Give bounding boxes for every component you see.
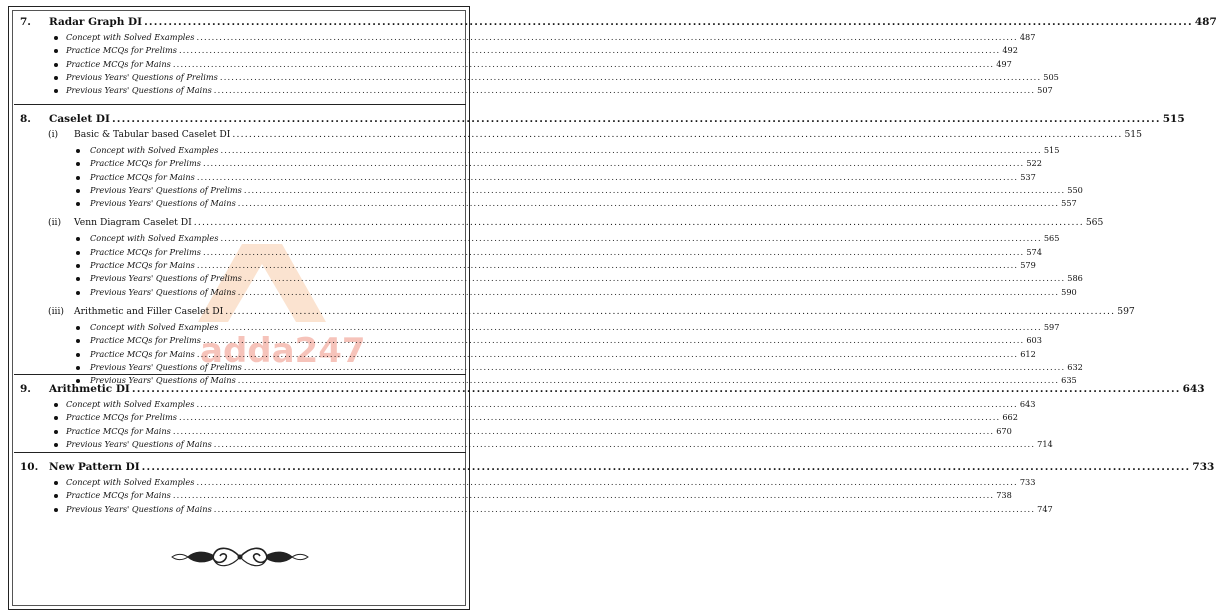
entry-page-number: 557 bbox=[1061, 198, 1077, 209]
entry-page-number: 662 bbox=[1002, 412, 1018, 423]
subsection-title: Venn Diagram Caselet DI bbox=[74, 217, 192, 229]
dot-leader bbox=[197, 260, 1018, 270]
toc-entry[interactable] bbox=[0, 503, 1053, 517]
toc-entry-line bbox=[66, 85, 1053, 96]
dot-leader bbox=[173, 426, 994, 436]
toc-entry-line bbox=[66, 32, 1036, 42]
entry-page-number: 670 bbox=[996, 425, 1012, 436]
toc-entry[interactable] bbox=[0, 32, 1036, 45]
entry-label: Previous Years' Questions of Mains bbox=[90, 198, 236, 209]
section-heading[interactable] bbox=[0, 16, 1217, 32]
entry-page-number: 714 bbox=[1037, 438, 1053, 449]
toc-entry-line bbox=[90, 145, 1060, 155]
dot-leader bbox=[197, 349, 1018, 359]
dot-leader bbox=[238, 287, 1059, 297]
entry-page-number: 550 bbox=[1067, 184, 1083, 195]
subsection-page-number: 565 bbox=[1085, 217, 1104, 229]
dot-leader bbox=[142, 461, 1191, 473]
bullet-icon bbox=[76, 291, 80, 295]
subsection-numeral: (ii) bbox=[48, 217, 62, 229]
entry-page-number: 632 bbox=[1067, 361, 1083, 372]
toc-entry-line bbox=[90, 348, 1036, 359]
entry-page-number: 747 bbox=[1037, 503, 1053, 514]
toc-entry-line bbox=[66, 490, 1012, 501]
section-page-number: 733 bbox=[1192, 461, 1215, 473]
section-divider bbox=[14, 374, 466, 375]
entry-page-number: 505 bbox=[1043, 71, 1059, 82]
entry-page-number: 537 bbox=[1020, 171, 1036, 182]
bullet-icon bbox=[54, 416, 58, 420]
entry-page-number: 522 bbox=[1026, 158, 1042, 169]
subsection-heading[interactable] bbox=[0, 217, 1104, 233]
dot-leader bbox=[203, 247, 1024, 257]
bullet-icon bbox=[76, 237, 80, 241]
section-heading[interactable] bbox=[0, 461, 1215, 477]
bullet-icon bbox=[76, 353, 80, 357]
bullet-icon bbox=[54, 403, 58, 407]
entry-page-number: 507 bbox=[1037, 85, 1053, 96]
dot-leader bbox=[173, 490, 994, 500]
dot-leader bbox=[196, 399, 1017, 409]
section-heading[interactable] bbox=[0, 383, 1205, 399]
toc-entry[interactable] bbox=[0, 246, 1042, 260]
subsection-heading[interactable] bbox=[0, 305, 1135, 322]
subsection-title: Arithmetic and Filler Caselet DI bbox=[74, 305, 224, 317]
toc-entry-line bbox=[66, 58, 1012, 69]
entry-page-number: 515 bbox=[1043, 145, 1060, 155]
dot-leader bbox=[225, 306, 1115, 317]
toc-entry[interactable] bbox=[0, 490, 1012, 503]
entry-page-number: 597 bbox=[1043, 321, 1060, 332]
bullet-icon bbox=[54, 76, 58, 80]
toc-entry-line bbox=[90, 184, 1083, 195]
toc-entry-line bbox=[90, 273, 1083, 284]
bullet-icon bbox=[76, 339, 80, 343]
bullet-icon bbox=[54, 89, 58, 93]
entry-page-number: 612 bbox=[1020, 348, 1036, 359]
toc-entry[interactable] bbox=[0, 45, 1018, 58]
subsection-numeral: (iii) bbox=[48, 305, 64, 317]
bullet-icon bbox=[54, 508, 58, 512]
subsection-title: Basic & Tabular based Caselet DI bbox=[74, 129, 231, 140]
dot-leader bbox=[232, 129, 1122, 140]
section-divider bbox=[14, 104, 466, 105]
bullet-icon bbox=[54, 430, 58, 434]
toc-entry-line bbox=[66, 45, 1018, 56]
entry-label: Concept with Solved Examples bbox=[66, 477, 195, 487]
entry-label: Practice MCQs for Mains bbox=[66, 490, 171, 501]
section-title-line bbox=[49, 383, 1205, 395]
section-title: New Pattern DI bbox=[49, 461, 140, 473]
entry-label: Practice MCQs for Prelims bbox=[90, 335, 201, 346]
entry-label: Practice MCQs for Mains bbox=[66, 58, 171, 69]
bullet-icon bbox=[76, 189, 80, 193]
toc-entry[interactable] bbox=[0, 85, 1053, 98]
entry-label: Concept with Solved Examples bbox=[66, 32, 195, 42]
section-number: 9. bbox=[20, 383, 31, 395]
entry-page-number: 738 bbox=[996, 490, 1012, 501]
section-number: 8. bbox=[20, 113, 31, 125]
dot-leader bbox=[214, 439, 1035, 449]
subsection-page-number: 515 bbox=[1124, 129, 1142, 140]
bullet-icon bbox=[76, 202, 80, 206]
entry-page-number: 643 bbox=[1019, 399, 1036, 409]
toc-entry[interactable] bbox=[0, 145, 1060, 158]
toc-entry-line bbox=[66, 477, 1036, 487]
bullet-icon bbox=[54, 494, 58, 498]
entry-label: Practice MCQs for Prelims bbox=[66, 45, 177, 56]
dot-leader bbox=[179, 45, 1000, 55]
dot-leader bbox=[196, 32, 1017, 42]
dot-leader bbox=[203, 335, 1024, 345]
toc-entry-line bbox=[66, 425, 1012, 436]
dot-leader bbox=[112, 113, 1161, 125]
entry-label: Practice MCQs for Prelims bbox=[90, 246, 201, 257]
section-title: Arithmetic DI bbox=[49, 383, 130, 395]
decorative-ornament bbox=[170, 544, 310, 570]
bullet-icon bbox=[54, 36, 58, 40]
entry-label: Previous Years' Questions of Mains bbox=[66, 85, 212, 96]
entry-label: Practice MCQs for Prelims bbox=[66, 412, 177, 423]
subsection-title-line bbox=[48, 217, 1104, 229]
entry-page-number: 487 bbox=[1019, 32, 1036, 42]
dot-leader bbox=[220, 145, 1041, 155]
toc-entry[interactable] bbox=[0, 71, 1059, 85]
entry-label: Concept with Solved Examples bbox=[90, 321, 219, 332]
entry-label: Practice MCQs for Mains bbox=[66, 425, 171, 436]
section-heading[interactable] bbox=[0, 113, 1185, 129]
toc-entry-line bbox=[90, 158, 1042, 169]
entry-page-number: 565 bbox=[1043, 233, 1060, 244]
entry-page-number: 590 bbox=[1061, 286, 1077, 297]
dot-leader bbox=[173, 59, 994, 69]
toc-entry[interactable] bbox=[0, 198, 1077, 211]
entry-label: Previous Years' Questions of Prelims bbox=[90, 273, 242, 284]
toc-entry-line bbox=[90, 286, 1077, 297]
dot-leader bbox=[214, 504, 1035, 514]
dot-leader bbox=[244, 273, 1065, 283]
toc-entry-line bbox=[66, 412, 1018, 423]
toc-entry-line bbox=[66, 503, 1053, 514]
entry-label: Practice MCQs for Mains bbox=[90, 260, 195, 271]
toc-entry[interactable] bbox=[0, 438, 1053, 452]
entry-label: Previous Years' Questions of Mains bbox=[90, 375, 236, 386]
toc-entry-line bbox=[90, 335, 1042, 346]
bullet-icon bbox=[76, 264, 80, 268]
toc-entry[interactable] bbox=[0, 477, 1036, 490]
bullet-icon bbox=[54, 481, 58, 485]
entry-page-number: 635 bbox=[1061, 375, 1077, 386]
toc-entry-line bbox=[90, 198, 1077, 209]
bullet-icon bbox=[54, 63, 58, 67]
toc-entry-line bbox=[90, 260, 1036, 271]
dot-leader bbox=[220, 72, 1041, 82]
toc-section bbox=[0, 16, 1217, 98]
entry-label: Previous Years' Questions of Mains bbox=[90, 286, 236, 297]
dot-leader bbox=[196, 477, 1017, 487]
dot-leader bbox=[238, 198, 1059, 208]
entry-label: Previous Years' Questions of Mains bbox=[66, 438, 212, 449]
dot-leader bbox=[244, 185, 1065, 195]
entry-label: Previous Years' Questions of Prelims bbox=[90, 361, 242, 372]
dot-leader bbox=[132, 383, 1181, 395]
section-page-number: 487 bbox=[1194, 16, 1217, 28]
section-title: Radar Graph DI bbox=[49, 16, 143, 28]
toc-entry[interactable] bbox=[0, 158, 1042, 171]
section-page-number: 515 bbox=[1162, 113, 1185, 125]
entry-page-number: 497 bbox=[996, 58, 1012, 69]
entry-page-number: 574 bbox=[1026, 246, 1042, 257]
toc-section bbox=[0, 461, 1215, 517]
toc-entry-line bbox=[90, 171, 1036, 182]
entry-label: Practice MCQs for Prelims bbox=[90, 158, 201, 169]
bullet-icon bbox=[76, 277, 80, 281]
bullet-icon bbox=[76, 149, 80, 153]
toc-entry[interactable] bbox=[0, 58, 1012, 72]
dot-leader bbox=[220, 322, 1041, 332]
bullet-icon bbox=[76, 251, 80, 255]
dot-leader bbox=[214, 85, 1035, 95]
toc-entry-line bbox=[66, 71, 1059, 82]
dot-leader bbox=[203, 158, 1024, 168]
bullet-icon bbox=[76, 366, 80, 370]
dot-leader bbox=[197, 172, 1018, 182]
entry-label: Concept with Solved Examples bbox=[90, 233, 219, 244]
toc-entry[interactable] bbox=[0, 425, 1012, 439]
entry-page-number: 603 bbox=[1026, 335, 1042, 346]
dot-leader bbox=[244, 362, 1065, 372]
section-divider bbox=[14, 452, 466, 453]
entry-label: Practice MCQs for Mains bbox=[90, 171, 195, 182]
section-page-number: 643 bbox=[1182, 383, 1205, 395]
toc-entry-line bbox=[66, 399, 1036, 409]
toc-entry[interactable] bbox=[0, 321, 1060, 335]
toc-entry[interactable] bbox=[0, 273, 1083, 286]
entry-page-number: 492 bbox=[1002, 45, 1018, 56]
section-title-line bbox=[49, 16, 1217, 28]
entry-page-number: 733 bbox=[1019, 477, 1036, 487]
section-number: 7. bbox=[20, 16, 31, 28]
toc-entry[interactable] bbox=[0, 412, 1018, 425]
dot-leader bbox=[179, 412, 1000, 422]
toc-entry[interactable] bbox=[0, 286, 1077, 300]
dot-leader bbox=[194, 217, 1084, 228]
entry-label: Concept with Solved Examples bbox=[66, 399, 195, 409]
bullet-icon bbox=[76, 162, 80, 166]
entry-label: Previous Years' Questions of Mains bbox=[66, 503, 212, 514]
toc-entry-line bbox=[90, 246, 1042, 257]
watermark-text: adda247 bbox=[200, 331, 366, 371]
toc-entry[interactable] bbox=[0, 260, 1036, 273]
entry-label: Previous Years' Questions of Prelims bbox=[90, 184, 242, 195]
toc-section bbox=[0, 383, 1205, 452]
subsection-title-line bbox=[48, 305, 1135, 317]
toc-entry-line bbox=[90, 361, 1083, 372]
bullet-icon bbox=[54, 443, 58, 447]
subsection-numeral: (i) bbox=[48, 129, 59, 140]
section-title-line bbox=[49, 461, 1215, 473]
toc-entry[interactable] bbox=[0, 233, 1060, 246]
toc-entry[interactable] bbox=[0, 184, 1083, 198]
entry-page-number: 579 bbox=[1020, 260, 1036, 271]
entry-label: Concept with Solved Examples bbox=[90, 145, 219, 155]
toc-entry[interactable] bbox=[0, 171, 1036, 185]
toc-entry[interactable] bbox=[0, 348, 1036, 362]
entry-label: Practice MCQs for Mains bbox=[90, 348, 195, 359]
section-title-line bbox=[49, 113, 1185, 125]
toc-entry-line bbox=[66, 438, 1053, 449]
toc-entry-line bbox=[90, 233, 1060, 244]
bullet-icon bbox=[54, 49, 58, 53]
toc-section bbox=[0, 113, 1185, 388]
subsection-title-line bbox=[48, 129, 1142, 140]
dot-leader bbox=[220, 233, 1041, 243]
dot-leader bbox=[144, 16, 1193, 28]
subsection-page-number: 597 bbox=[1117, 305, 1135, 317]
toc-entry[interactable] bbox=[0, 335, 1042, 348]
bullet-icon bbox=[76, 326, 80, 330]
section-title: Caselet DI bbox=[49, 113, 110, 125]
entry-page-number: 586 bbox=[1067, 273, 1083, 284]
section-number: 10. bbox=[20, 461, 39, 473]
toc-entry[interactable] bbox=[0, 399, 1036, 412]
entry-label: Previous Years' Questions of Prelims bbox=[66, 71, 218, 82]
bullet-icon bbox=[76, 176, 80, 180]
subsection-heading[interactable] bbox=[0, 129, 1142, 145]
toc-entry-line bbox=[90, 321, 1060, 332]
